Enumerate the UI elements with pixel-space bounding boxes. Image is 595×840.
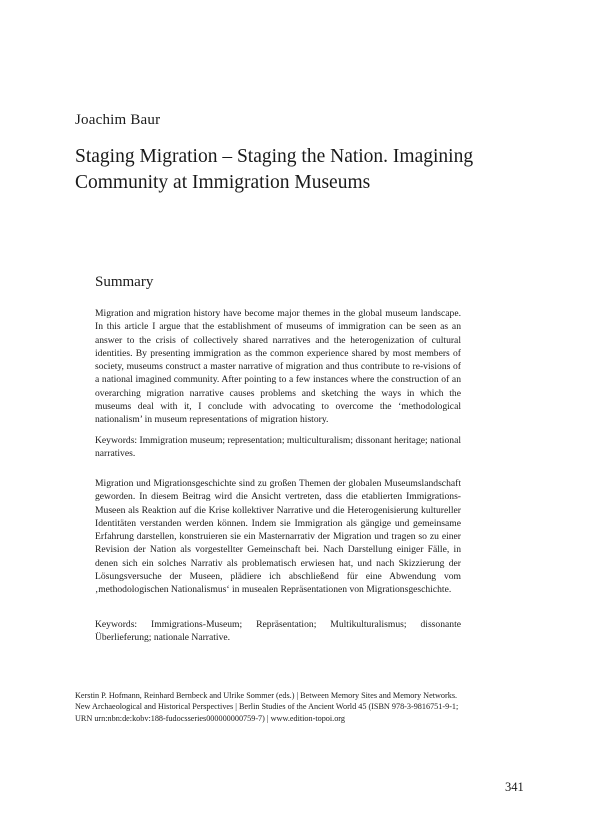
page-number: 341: [505, 780, 524, 794]
summary-heading: Summary: [95, 274, 154, 290]
article-title: Staging Migration – Staging the Nation. Imagining Community at Immigration Museums: [75, 146, 474, 193]
abstract-german: Migration und Migrationsgeschichte sind zu großen Themen der globalen Museumslandschaft geworden. In diesem Beitrag wird die Ansicht vertreten, dass die etablierten Immigrations-Museen als Reaktion auf die Krise kollektiver Narrative und die Heterogenisierung kultureller Identitäten verstanden werden können. Indem sie Immigration als gängige und gemeinsame Erfahrung darstellen, konstruieren sie ein Masternarrativ der Migration und tragen so zu einer Revision der Nation als vorgestellter Gemeinschaft bei. Nach Darstellung einiger Fälle, in denen sich ein solches Narrativ als problematisch erwiesen hat, und nach Skizzierung der Lösungsversuche der Museen, plädiere ich abschließend für eine Abwendung vom ‚methodologischen Nationalismus‘ in musealen Repräsentationen von Migrationsgeschichte.: [95, 478, 461, 596]
abstract-english: Migration and migration history have become major themes in the global museum landscape. In this article I argue that the establishment of museums of immigration can be seen as an answer to the crisis of collectively shared narratives and the heterogenization of cultural identities. By presenting immigration as the common experience shared by most members of society, museums construct a master narrative of migration and thus contribute to re-visions of a national imagined community. After pointing to a few instances where the construction of an overarching migration narrative causes problems and sketching the ways in which the museums deal with it, I conclude with advocating to overcome the ‘methodological nationalism’ in museum representations of migration history.: [95, 308, 461, 426]
keywords-german: Keywords: Immigrations-Museum; Repräsentation; Multikulturalismus; dissonante Überlieferung; nationale Narrative.: [95, 619, 461, 644]
publication-footnote: Kerstin P. Hofmann, Reinhard Bernbeck and Ulrike Sommer (eds.) | Between Memory Sites and Memory Networks. New Archaeological and Historical Perspectives | Berlin Studies of the Ancient World 45 (ISBN 978-3-9816751-9-1; URN urn:nbn:de:kobv:188-fudocsseries000000000759-7) | www.edition-topoi.org: [75, 691, 459, 723]
author-name: Joachim Baur: [75, 112, 161, 128]
keywords-english: Keywords: Immigration museum; representation; multiculturalism; dissonant heritage; national narratives.: [95, 435, 461, 460]
